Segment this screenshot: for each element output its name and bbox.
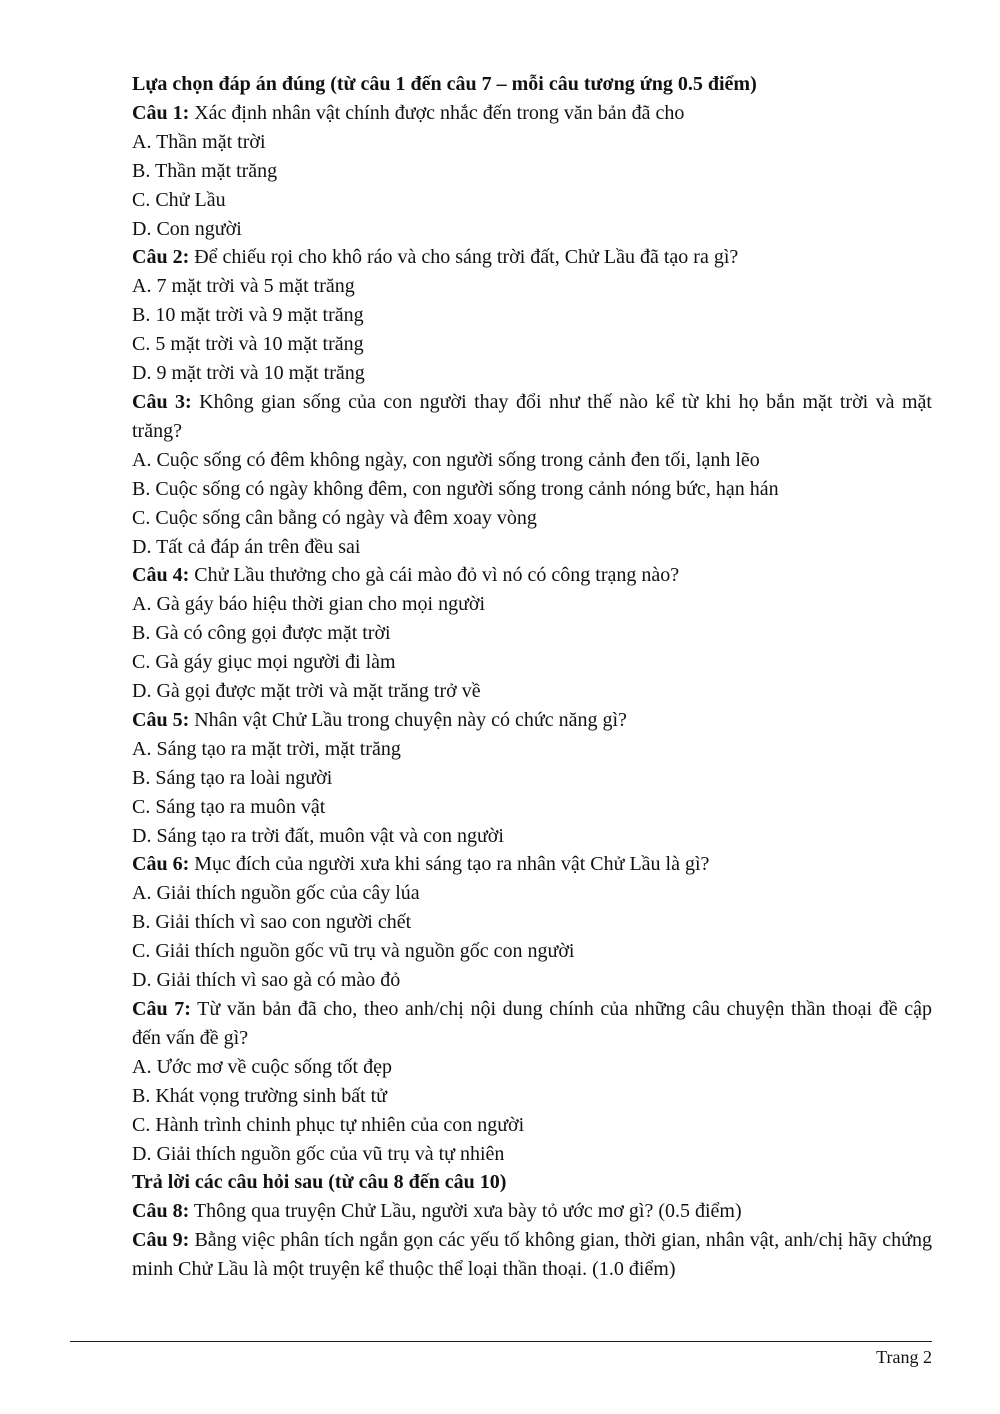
question-7-option-d: D. Giải thích nguồn gốc của vũ trụ và tự nhiên	[132, 1142, 505, 1165]
question-label: Câu 7:	[132, 998, 191, 1020]
page-content	[132, 70, 932, 1284]
question-6-option-a: A. Giải thích nguồn gốc của cây lúa	[132, 882, 420, 905]
question-2-option-a: A. 7 mặt trời và 5 mặt trăng	[132, 275, 355, 298]
question-7-option-b: B. Khát vọng trường sinh bất tử	[132, 1084, 388, 1107]
question-3-option-b: B. Cuộc sống có ngày không đêm, con người sống trong cảnh nóng bức, hạn hán	[132, 477, 779, 500]
question-text: Chử Lầu thưởng cho gà cái mào đỏ vì nó có công trạng nào?	[189, 564, 680, 587]
question-label: Câu 5:	[132, 708, 190, 731]
question-6-option-c: C. Giải thích nguồn gốc vũ trụ và nguồn gốc con người	[132, 940, 575, 963]
question-text: Từ văn bản đã cho, theo anh/chị nội dung chính của những câu chuyện thần thoại đề cập đến vấn đề gì?	[132, 998, 932, 1049]
question-1-option-b: B. Thần mặt trăng	[132, 159, 278, 182]
question-5	[132, 706, 932, 735]
question-3-option-c: C. Cuộc sống cân bằng có ngày và đêm xoay vòng	[132, 506, 537, 529]
question-label: Câu 3:	[132, 390, 192, 413]
question-label: Câu 9:	[132, 1229, 190, 1252]
question-text: Xác định nhân vật chính được nhắc đến trong văn bản đã cho	[189, 101, 685, 124]
question-5-option-d: D. Sáng tạo ra trời đất, muôn vật và con người	[132, 824, 504, 847]
question-4-option-d: D. Gà gọi được mặt trời và mặt trăng trở về	[132, 680, 481, 703]
question-text: Để chiếu rọi cho khô ráo và cho sáng trời đất, Chử Lầu đã tạo ra gì?	[189, 246, 739, 269]
mcq-section-heading: Lựa chọn đáp án đúng (từ câu 1 đến câu 7 – mỗi câu tương ứng 0.5 điểm)	[132, 73, 757, 95]
question-2-option-c: C. 5 mặt trời và 10 mặt trăng	[132, 333, 364, 356]
question-5-option-b: B. Sáng tạo ra loài người	[132, 766, 333, 789]
question-8	[132, 1197, 932, 1226]
question-2-option-b: B. 10 mặt trời và 9 mặt trăng	[132, 304, 364, 327]
question-7-option-c: C. Hành trình chinh phục tự nhiên của con người	[132, 1113, 525, 1136]
question-6	[132, 850, 932, 879]
question-6-option-b: B. Giải thích vì sao con người chết	[132, 911, 412, 934]
question-7-option-a: A. Ước mơ về cuộc sống tốt đẹp	[132, 1055, 392, 1078]
question-7	[132, 995, 932, 1053]
question-1-option-c: C. Chử Lầu	[132, 188, 226, 211]
page-number: Trang 2	[876, 1347, 932, 1367]
question-6-option-d: D. Giải thích vì sao gà có mào đỏ	[132, 969, 401, 992]
footer-divider	[70, 1341, 932, 1342]
question-2	[132, 243, 932, 272]
question-3-option-d: D. Tất cả đáp án trên đều sai	[132, 535, 361, 558]
question-text: Nhân vật Chử Lầu trong chuyện này có chức năng gì?	[189, 708, 627, 731]
short-answer-section-heading: Trả lời các câu hỏi sau (từ câu 8 đến câu 10)	[132, 1171, 507, 1194]
question-1	[132, 99, 932, 128]
question-3	[132, 388, 932, 446]
question-1-option-a: A. Thần mặt trời	[132, 130, 266, 153]
question-3-option-a: A. Cuộc sống có đêm không ngày, con người sống trong cảnh đen tối, lạnh lẽo	[132, 448, 760, 471]
question-text: Mục đích của người xưa khi sáng tạo ra nhân vật Chử Lầu là gì?	[189, 853, 710, 876]
question-text: Không gian sống của con người thay đổi như thế nào kể từ khi họ bắn mặt trời và mặt trăng?	[132, 390, 932, 442]
question-label: Câu 6:	[132, 853, 190, 876]
question-text: Bằng việc phân tích ngắn gọn các yếu tố không gian, thời gian, nhân vật, anh/chị hãy chứng minh Chử Lầu là một truyện kể thuộc thể loại thần thoại. (1.0 điểm)	[132, 1229, 932, 1281]
question-4	[132, 561, 932, 590]
question-5-option-c: C. Sáng tạo ra muôn vật	[132, 795, 326, 818]
question-2-option-d: D. 9 mặt trời và 10 mặt trăng	[132, 362, 365, 385]
question-4-option-b: B. Gà có công gọi được mặt trời	[132, 622, 391, 645]
question-5-option-a: A. Sáng tạo ra mặt trời, mặt trăng	[132, 737, 401, 760]
question-label: Câu 2:	[132, 246, 190, 269]
question-text: Thông qua truyện Chử Lầu, người xưa bày tỏ ước mơ gì? (0.5 điểm)	[189, 1200, 742, 1223]
question-4-option-c: C. Gà gáy giục mọi người đi làm	[132, 651, 396, 674]
question-4-option-a: A. Gà gáy báo hiệu thời gian cho mọi người	[132, 593, 486, 616]
question-label: Câu 8:	[132, 1200, 190, 1223]
question-1-option-d: D. Con người	[132, 217, 242, 240]
question-9	[132, 1226, 932, 1284]
question-label: Câu 1:	[132, 101, 190, 124]
question-label: Câu 4:	[132, 564, 190, 587]
